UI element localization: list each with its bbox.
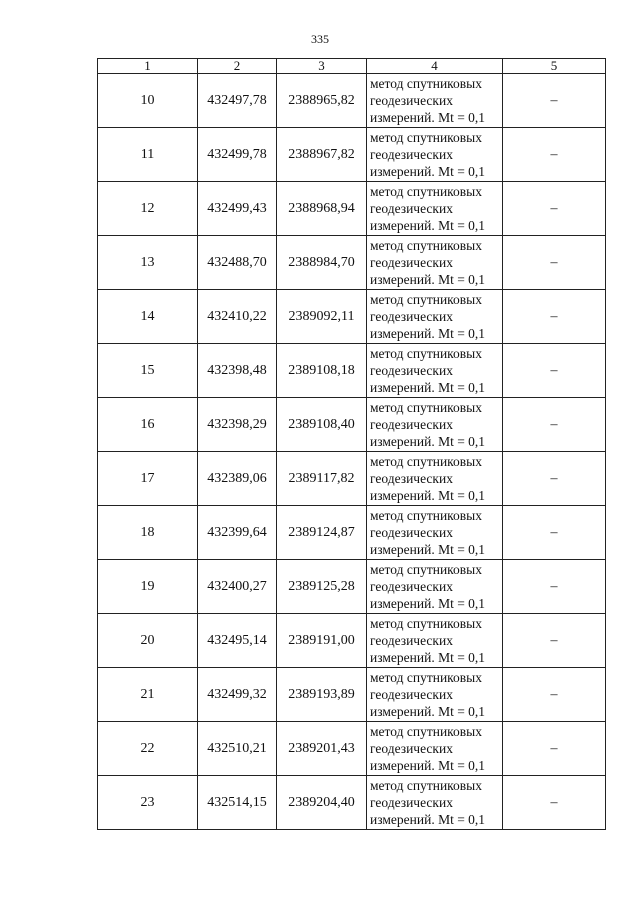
- method-line: измерений. Mt = 0,1: [370, 218, 486, 233]
- note-cell: –: [503, 722, 606, 776]
- method-cell: [367, 722, 503, 776]
- x-coordinate-cell: 432410,22: [198, 290, 277, 344]
- note-cell: –: [503, 236, 606, 290]
- method-line: измерений. Mt = 0,1: [370, 380, 486, 395]
- table-row: [98, 614, 606, 668]
- x-coordinate-cell: 432389,06: [198, 452, 277, 506]
- method-cell: [367, 506, 503, 560]
- y-coordinate-cell: 2388965,82: [277, 74, 367, 128]
- note-cell: –: [503, 182, 606, 236]
- y-coordinate-cell: 2389117,82: [277, 452, 367, 506]
- table-header: [98, 59, 606, 74]
- method-line: измерений. Mt = 0,1: [370, 596, 486, 611]
- header-cell-4: 4: [367, 59, 503, 74]
- table-row: [98, 668, 606, 722]
- method-line: измерений. Mt = 0,1: [370, 704, 486, 719]
- table-row: [98, 236, 606, 290]
- method-line: геодезических: [370, 633, 453, 648]
- method-line: измерений. Mt = 0,1: [370, 542, 486, 557]
- point-number-cell: 23: [98, 776, 198, 830]
- x-coordinate-cell: 432499,32: [198, 668, 277, 722]
- y-coordinate-cell: 2388968,94: [277, 182, 367, 236]
- point-number-cell: 11: [98, 128, 198, 182]
- note-cell: –: [503, 290, 606, 344]
- method-line: измерений. Mt = 0,1: [370, 758, 486, 773]
- note-cell: –: [503, 452, 606, 506]
- point-number-cell: 20: [98, 614, 198, 668]
- method-line: геодезических: [370, 471, 453, 486]
- method-cell: [367, 290, 503, 344]
- x-coordinate-cell: 432510,21: [198, 722, 277, 776]
- method-line: метод спутниковых: [370, 778, 482, 793]
- header-cell-5: 5: [503, 59, 606, 74]
- point-number-cell: 17: [98, 452, 198, 506]
- y-coordinate-cell: 2389193,89: [277, 668, 367, 722]
- note-cell: –: [503, 344, 606, 398]
- y-coordinate-cell: 2388967,82: [277, 128, 367, 182]
- method-line: метод спутниковых: [370, 562, 482, 577]
- table-row: [98, 506, 606, 560]
- method-line: геодезических: [370, 579, 453, 594]
- method-line: измерений. Mt = 0,1: [370, 434, 486, 449]
- header-cell-1: 1: [98, 59, 198, 74]
- method-cell: [367, 452, 503, 506]
- point-number-cell: 18: [98, 506, 198, 560]
- header-cell-3: 3: [277, 59, 367, 74]
- method-line: геодезических: [370, 93, 453, 108]
- point-number-cell: 15: [98, 344, 198, 398]
- method-line: измерений. Mt = 0,1: [370, 272, 486, 287]
- x-coordinate-cell: 432495,14: [198, 614, 277, 668]
- method-line: измерений. Mt = 0,1: [370, 650, 486, 665]
- point-number-cell: 12: [98, 182, 198, 236]
- method-line: метод спутниковых: [370, 292, 482, 307]
- x-coordinate-cell: 432499,43: [198, 182, 277, 236]
- method-line: метод спутниковых: [370, 184, 482, 199]
- note-cell: –: [503, 668, 606, 722]
- method-line: метод спутниковых: [370, 724, 482, 739]
- method-cell: [367, 776, 503, 830]
- method-line: метод спутниковых: [370, 670, 482, 685]
- table-row: [98, 722, 606, 776]
- page-number: 335: [311, 32, 329, 46]
- method-line: метод спутниковых: [370, 76, 482, 91]
- method-line: геодезических: [370, 147, 453, 162]
- method-cell: [367, 614, 503, 668]
- method-line: метод спутниковых: [370, 508, 482, 523]
- method-line: метод спутниковых: [370, 346, 482, 361]
- method-line: геодезических: [370, 363, 453, 378]
- point-number-cell: 22: [98, 722, 198, 776]
- table-row: [98, 74, 606, 128]
- note-cell: –: [503, 506, 606, 560]
- point-number-cell: 16: [98, 398, 198, 452]
- x-coordinate-cell: 432399,64: [198, 506, 277, 560]
- method-cell: [367, 236, 503, 290]
- method-line: измерений. Mt = 0,1: [370, 812, 486, 827]
- table-row: [98, 560, 606, 614]
- method-cell: [367, 398, 503, 452]
- method-line: метод спутниковых: [370, 400, 482, 415]
- header-row: [98, 59, 606, 74]
- method-line: геодезических: [370, 417, 453, 432]
- method-line: метод спутниковых: [370, 616, 482, 631]
- note-cell: –: [503, 614, 606, 668]
- note-cell: –: [503, 74, 606, 128]
- table-row: [98, 290, 606, 344]
- method-line: метод спутниковых: [370, 238, 482, 253]
- method-line: геодезических: [370, 201, 453, 216]
- point-number-cell: 14: [98, 290, 198, 344]
- method-cell: [367, 668, 503, 722]
- coordinates-table: [97, 58, 606, 830]
- method-line: геодезических: [370, 687, 453, 702]
- table-row: [98, 452, 606, 506]
- method-cell: [367, 344, 503, 398]
- y-coordinate-cell: 2389201,43: [277, 722, 367, 776]
- y-coordinate-cell: 2389204,40: [277, 776, 367, 830]
- method-line: геодезических: [370, 255, 453, 270]
- table-row: [98, 344, 606, 398]
- y-coordinate-cell: 2388984,70: [277, 236, 367, 290]
- method-line: геодезических: [370, 525, 453, 540]
- method-line: геодезических: [370, 795, 453, 810]
- method-line: измерений. Mt = 0,1: [370, 110, 486, 125]
- x-coordinate-cell: 432488,70: [198, 236, 277, 290]
- header-cell-2: 2: [198, 59, 277, 74]
- method-line: измерений. Mt = 0,1: [370, 326, 486, 341]
- point-number-cell: 19: [98, 560, 198, 614]
- method-cell: [367, 128, 503, 182]
- note-cell: –: [503, 560, 606, 614]
- method-cell: [367, 182, 503, 236]
- table-row: [98, 776, 606, 830]
- x-coordinate-cell: 432497,78: [198, 74, 277, 128]
- x-coordinate-cell: 432400,27: [198, 560, 277, 614]
- method-line: измерений. Mt = 0,1: [370, 164, 486, 179]
- x-coordinate-cell: 432398,48: [198, 344, 277, 398]
- method-line: метод спутниковых: [370, 454, 482, 469]
- note-cell: –: [503, 128, 606, 182]
- y-coordinate-cell: 2389124,87: [277, 506, 367, 560]
- y-coordinate-cell: 2389108,18: [277, 344, 367, 398]
- y-coordinate-cell: 2389092,11: [277, 290, 367, 344]
- y-coordinate-cell: 2389191,00: [277, 614, 367, 668]
- table-row: [98, 128, 606, 182]
- method-line: геодезических: [370, 309, 453, 324]
- point-number-cell: 21: [98, 668, 198, 722]
- point-number-cell: 13: [98, 236, 198, 290]
- table-row: [98, 398, 606, 452]
- x-coordinate-cell: 432398,29: [198, 398, 277, 452]
- method-line: метод спутниковых: [370, 130, 482, 145]
- x-coordinate-cell: 432499,78: [198, 128, 277, 182]
- x-coordinate-cell: 432514,15: [198, 776, 277, 830]
- note-cell: –: [503, 776, 606, 830]
- method-line: геодезических: [370, 741, 453, 756]
- method-line: измерений. Mt = 0,1: [370, 488, 486, 503]
- point-number-cell: 10: [98, 74, 198, 128]
- note-cell: –: [503, 398, 606, 452]
- table-row: [98, 182, 606, 236]
- method-cell: [367, 560, 503, 614]
- y-coordinate-cell: 2389125,28: [277, 560, 367, 614]
- method-cell: [367, 74, 503, 128]
- table-body: [98, 74, 606, 830]
- y-coordinate-cell: 2389108,40: [277, 398, 367, 452]
